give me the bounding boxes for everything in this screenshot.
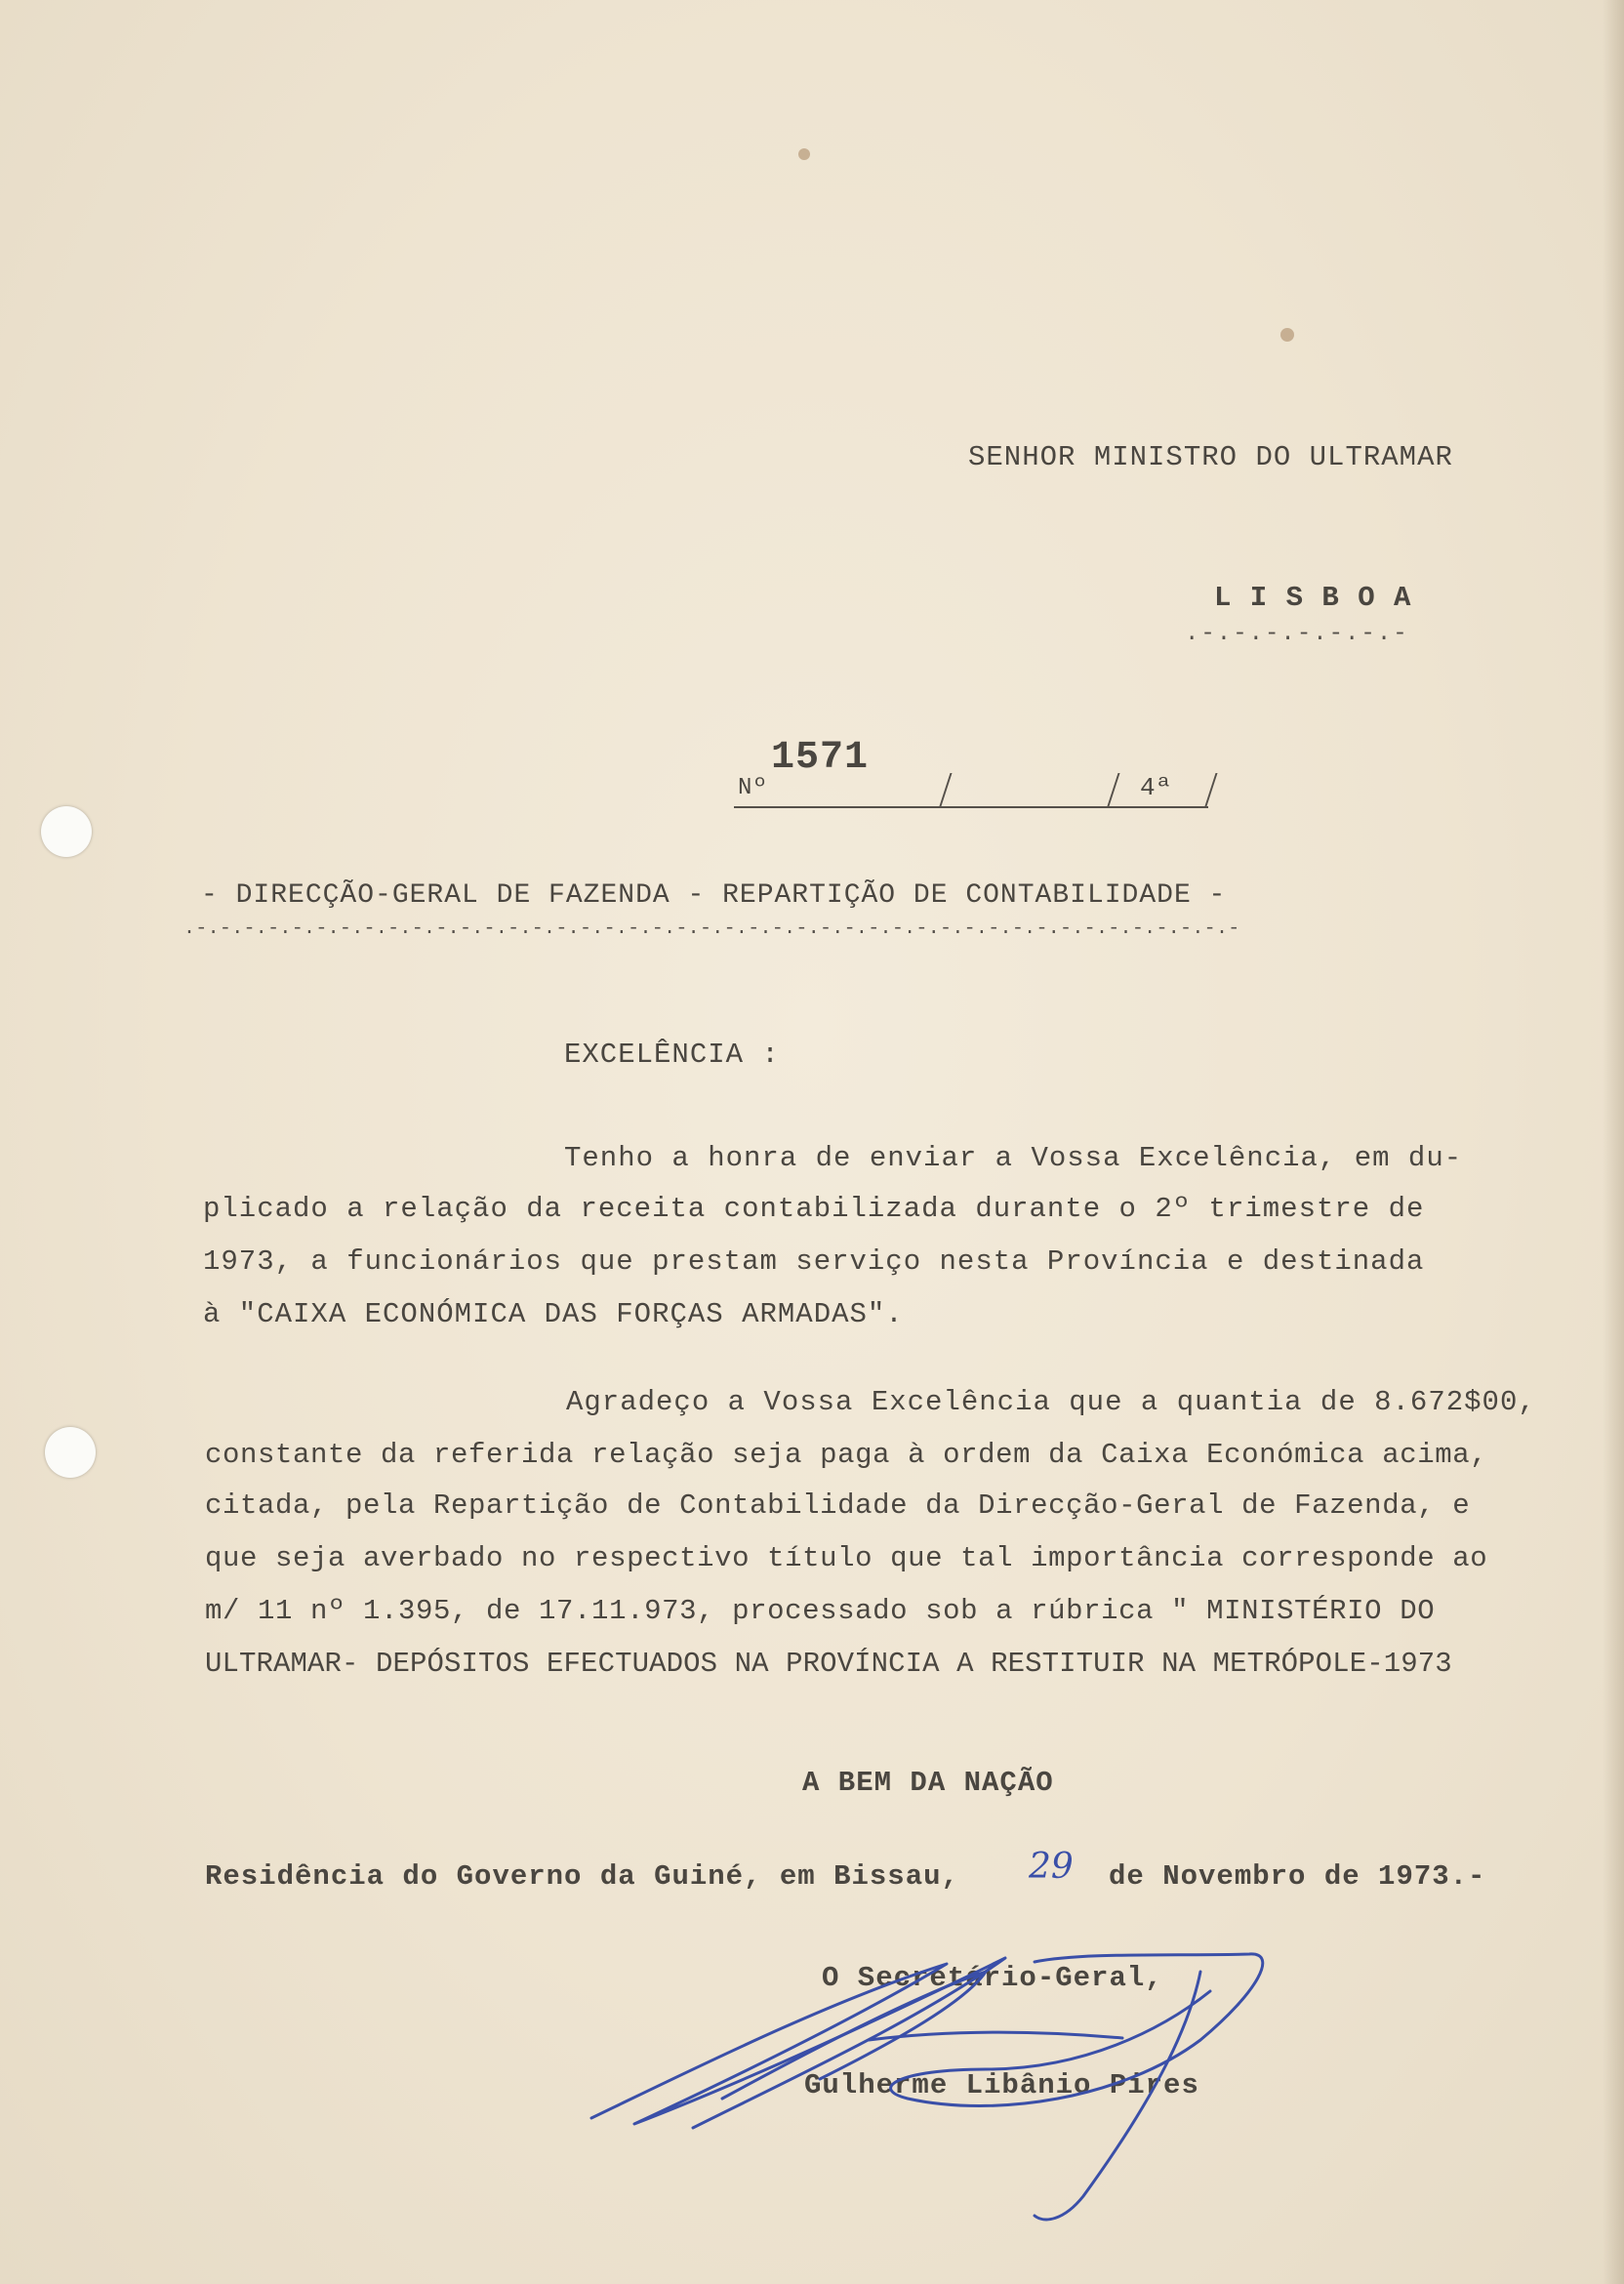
reference-separator [1107,773,1119,806]
signature-stroke [591,1958,1005,2128]
reference-number: 1571 [771,736,870,780]
paragraph-1-line: à "CAIXA ECONÓMICA DAS FORÇAS ARMADAS". [203,1298,904,1330]
reference-separator [1204,773,1217,806]
reference-separator [939,773,952,806]
paragraph-2-line: citada, pela Repartição de Contabilidade da Direcção-Geral de Fazenda, e [205,1489,1471,1522]
handwritten-signature [576,1933,1337,2225]
paragraph-2-line: Agradeço a Vossa Excelência que a quantia de 8.672$00, [566,1386,1536,1418]
signature-stroke [722,1972,986,2099]
reference-prefix: Nº [738,775,768,801]
closing-formula: A BEM DA NAÇÃO [802,1767,1054,1799]
salutation: EXCELÊNCIA : [564,1039,780,1071]
place-date-text: Residência do Governo da Guiné, em Bissau, [205,1860,959,1893]
paragraph-2-line: que seja averbado no respectivo título que tal importância corresponde ao [205,1542,1488,1574]
punch-hole [45,1427,96,1478]
signatory-name: Gulherme Libânio Pires [804,2069,1199,2101]
signature-stroke [891,1954,1263,2106]
punch-hole [41,806,92,857]
paragraph-2-line: constante da referida relação seja paga à ordem da Caixa Económica acima, [205,1439,1488,1471]
place-date-text: de Novembro de 1973.- [1109,1860,1486,1893]
page-edge-shadow [1603,0,1624,2284]
department-underline: .-.-.-.-.-.-.-.-.-.-.-.-.-.-.-.-.-.-.-.-.-.-.-.-.-.-.-.-.-.-.-.-.-.-.-.-.-.-.-.-.-.-.-.- [183,918,1240,940]
department-heading: - DIRECÇÃO-GERAL DE FAZENDA - REPARTIÇÃO DE CONTABILIDADE - [201,880,1227,911]
addressee-city: L I S B O A [1214,582,1412,614]
paragraph-2-line: m/ 11 nº 1.395, de 17.11.973, processado sob a rúbrica " MINISTÉRIO DO [205,1595,1436,1627]
paper-stain [798,148,810,160]
paragraph-1-line: 1973, a funcionários que prestam serviço nesta Província e destinada [203,1245,1425,1278]
addressee-line: SENHOR MINISTRO DO ULTRAMAR [968,441,1453,473]
reference-rule [734,806,1208,808]
handwritten-day: 29 [1029,1847,1074,1887]
signatory-title: O Secretário-Geral, [822,1962,1163,1994]
reference-suffix: 4ª [1140,773,1173,802]
city-underline: .-.-.-.-.-.-.- [1185,621,1409,647]
paragraph-2-line: ULTRAMAR- DEPÓSITOS EFECTUADOS NA PROVÍNCIA A RESTITUIR NA METRÓPOLE-1973 [205,1648,1452,1680]
signature-stroke [1035,1972,1200,2220]
paragraph-1-line: Tenho a honra de enviar a Vossa Excelência, em du- [564,1142,1463,1174]
paragraph-1-line: plicado a relação da receita contabilizada durante o 2º trimestre de [203,1193,1425,1225]
paper-stain [1280,328,1294,342]
